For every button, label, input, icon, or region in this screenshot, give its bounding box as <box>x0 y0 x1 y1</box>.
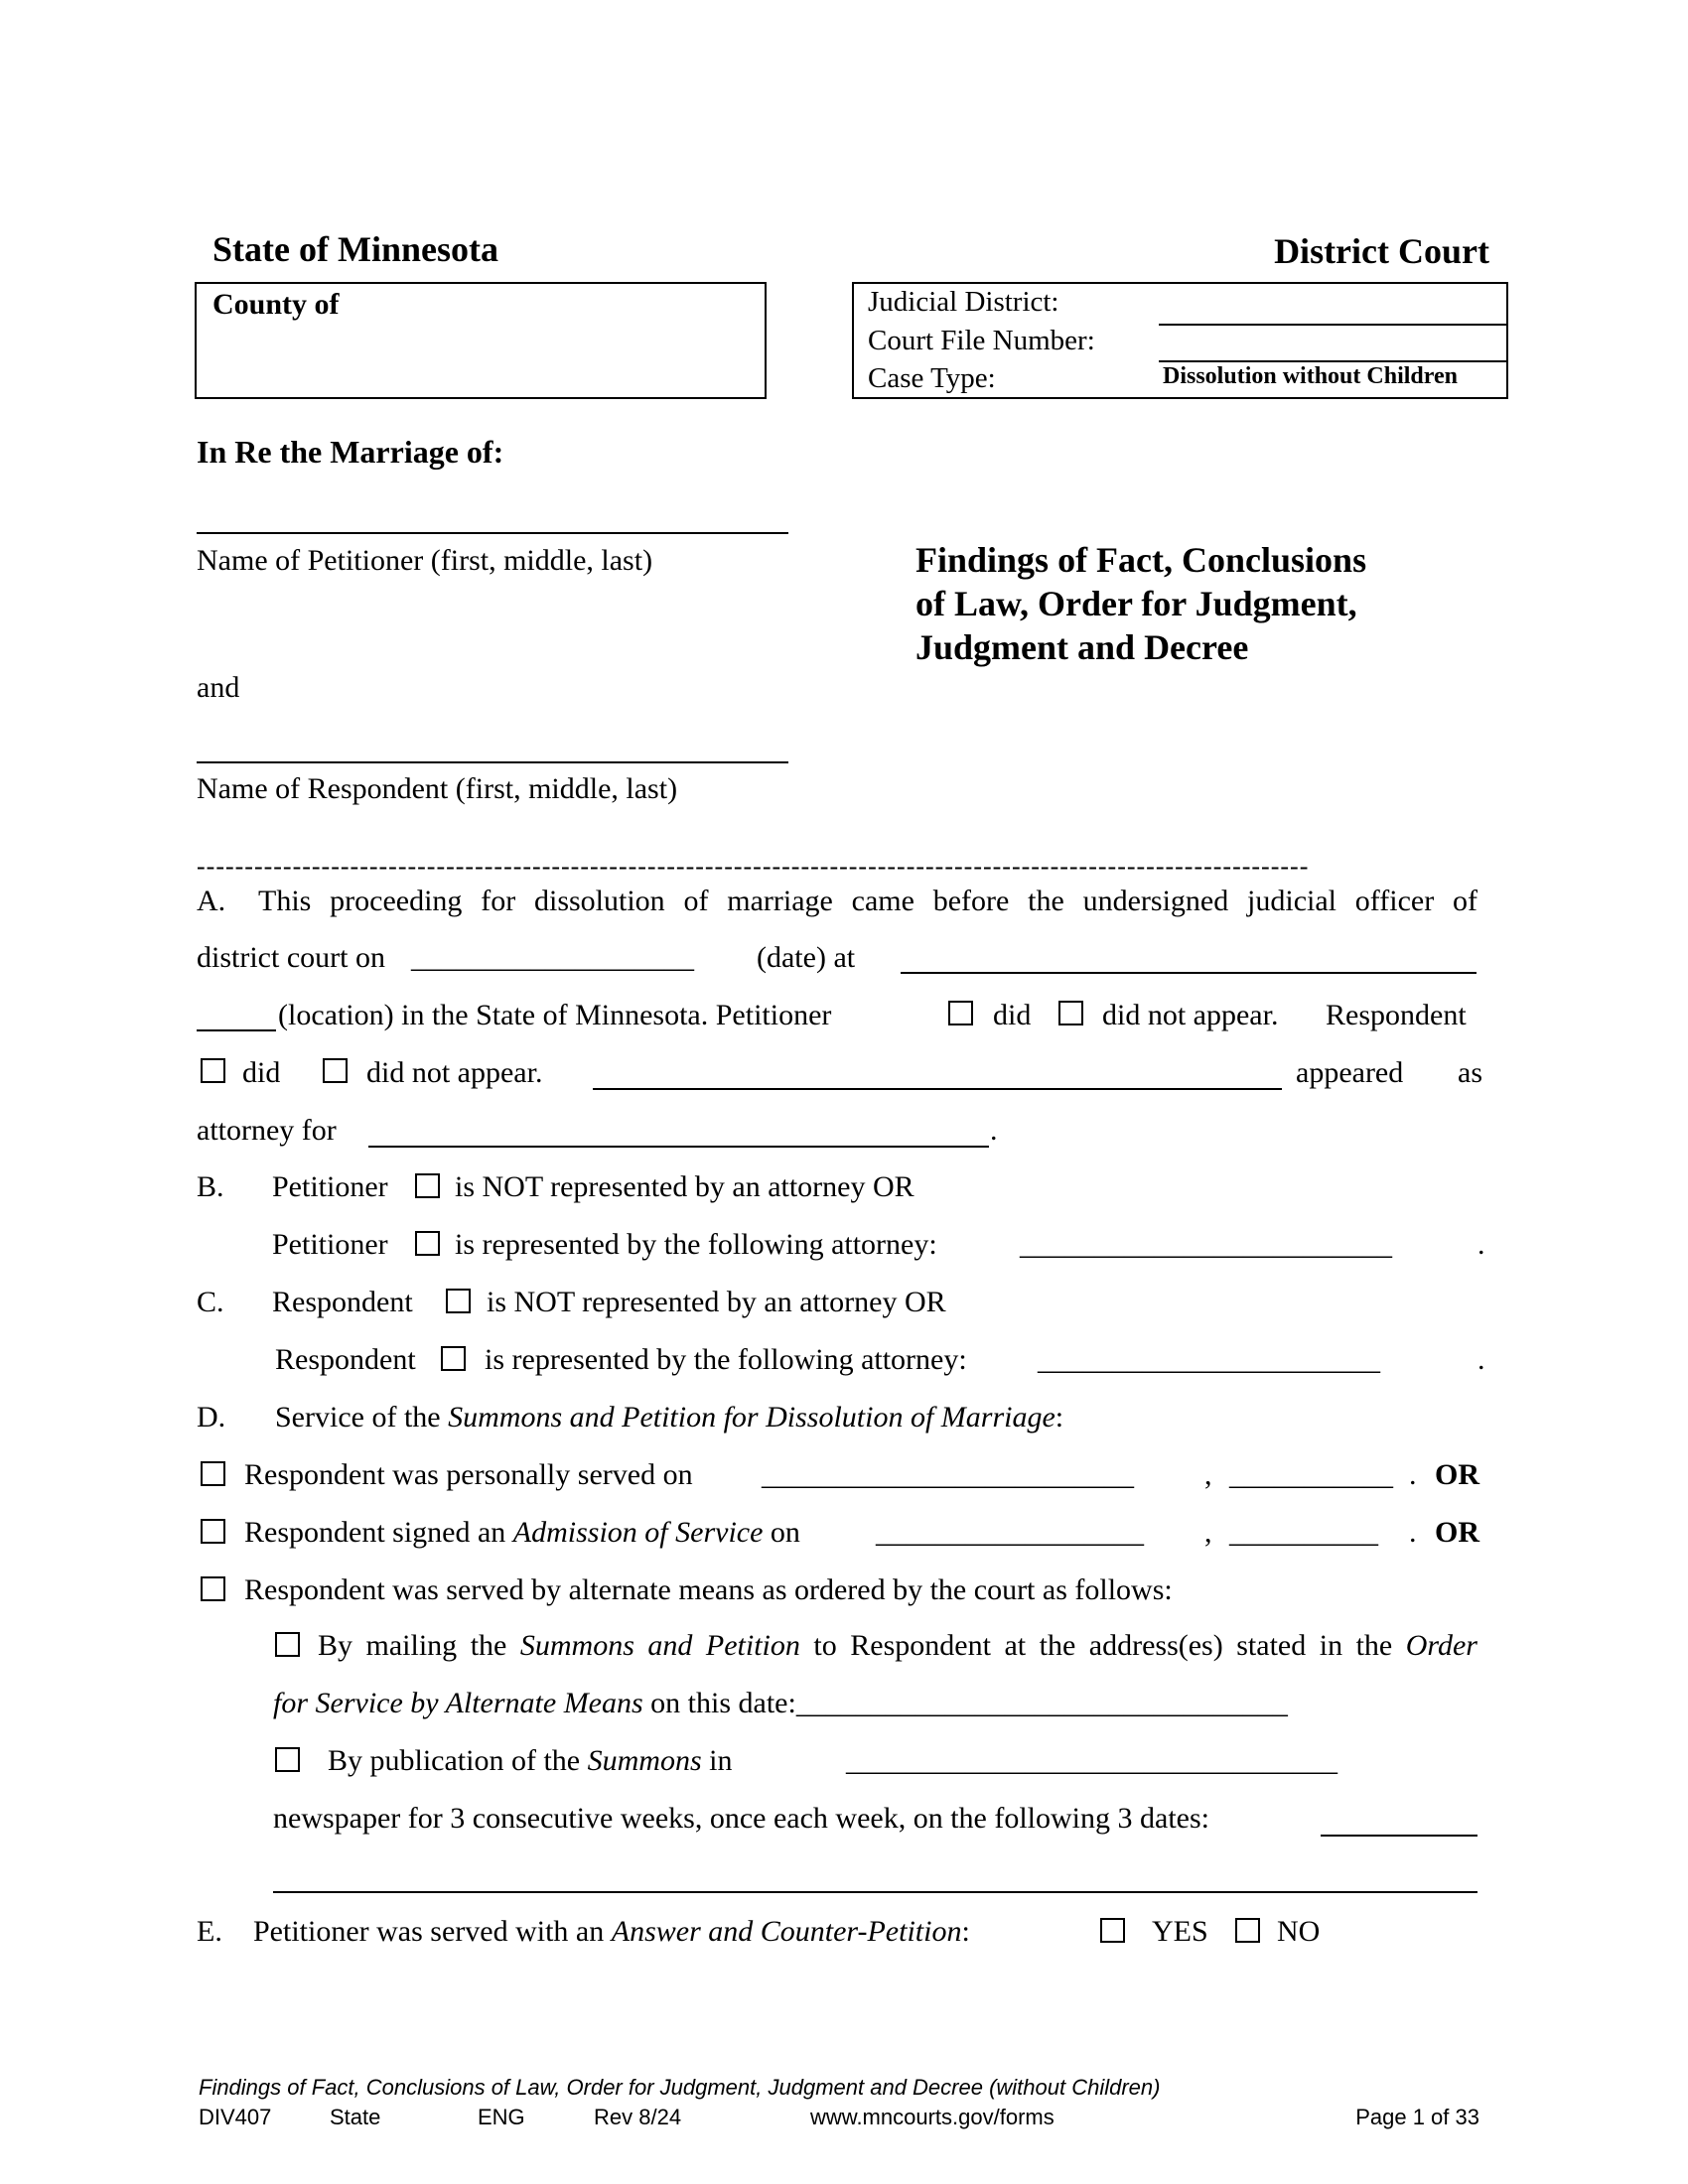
section-a-location-text: (location) in the State of Minnesota. Petitioner <box>278 999 832 1031</box>
footer-form-id: DIV407 <box>199 2105 272 2129</box>
section-e-suffix: : <box>961 1915 970 1948</box>
footer-jurisdiction: State <box>330 2105 381 2129</box>
document-title-line1: Findings of Fact, Conclusions <box>915 540 1367 580</box>
by-mailing-checkbox[interactable] <box>275 1632 300 1657</box>
personally-served-period: . <box>1409 1458 1417 1491</box>
county-box[interactable] <box>195 282 767 399</box>
personally-served-year-field[interactable]: ___________ <box>1229 1458 1393 1491</box>
document-title <box>915 538 1366 669</box>
footer-language: ENG <box>478 2105 525 2129</box>
by-mailing-label <box>318 1628 1477 1664</box>
section-e-letter: E. <box>197 1915 222 1948</box>
respondent-did-label: did <box>242 1056 281 1089</box>
section-b-petitioner-label: Petitioner <box>272 1170 388 1203</box>
petitioner-name-field[interactable] <box>197 532 788 534</box>
petitioner-did-appear-checkbox[interactable] <box>948 1001 973 1025</box>
attorney-for-label: attorney for <box>197 1114 337 1147</box>
case-type-label: Case Type: <box>868 362 996 394</box>
respondent-did-not-appear-label: did not appear. <box>366 1056 543 1089</box>
pub-suffix: in <box>701 1744 733 1777</box>
court-name: District Court <box>1274 231 1489 271</box>
footer-title: Findings of Fact, Conclusions of Law, Order for Judgment, Judgment and Decree (without Children) <box>199 2075 1161 2100</box>
judicial-district-label: Judicial District: <box>868 286 1059 318</box>
newspaper-name-field[interactable]: _________________________________ <box>846 1744 1337 1777</box>
section-a-letter: A. <box>197 885 226 917</box>
petitioner-not-represented-checkbox[interactable] <box>415 1173 440 1198</box>
section-divider: -------------------------------------------------------------------------------------------------------------------- <box>197 852 1310 881</box>
court-file-number-label: Court File Number: <box>868 325 1095 356</box>
answer-yes-checkbox[interactable] <box>1100 1918 1125 1943</box>
section-d-heading-suffix: : <box>1055 1401 1064 1433</box>
respondent-represented-checkbox[interactable] <box>441 1346 466 1371</box>
petitioner-name-label: Name of Petitioner (first, middle, last) <box>197 544 653 577</box>
section-b-letter: B. <box>197 1170 224 1203</box>
state-name: State of Minnesota <box>212 229 498 269</box>
personally-served-date-field[interactable]: _________________________ <box>762 1458 1134 1491</box>
answer-no-checkbox[interactable] <box>1235 1918 1260 1943</box>
respondent-name-label: Name of Respondent (first, middle, last) <box>197 772 678 805</box>
answer-no-label: NO <box>1277 1915 1321 1948</box>
document-title-line2: of Law, Order for Judgment, <box>915 584 1357 623</box>
by-publication-checkbox[interactable] <box>275 1747 300 1772</box>
respondent-attorney-field[interactable]: _______________________ <box>1038 1343 1380 1376</box>
attorney-for-period: . <box>990 1114 998 1147</box>
respondent-not-represented-label: is NOT represented by an attorney OR <box>487 1286 946 1318</box>
respondent-not-represented-checkbox[interactable] <box>446 1289 471 1313</box>
admission-suffix: on <box>763 1516 800 1549</box>
section-d-heading-italic: Summons and Petition for Dissolution of Marriage <box>448 1401 1055 1433</box>
pub-prefix: By publication of the <box>328 1744 588 1777</box>
publication-dates-field-cont[interactable] <box>273 1891 1477 1893</box>
admission-of-service-checkbox[interactable] <box>201 1519 225 1544</box>
petitioner-represented-label: is represented by the following attorney: <box>455 1228 937 1261</box>
mail-italic-2: Order <box>1405 1629 1477 1662</box>
mail-line2-italic: for Service by Alternate Means <box>273 1687 643 1719</box>
by-publication-label <box>328 1743 732 1779</box>
admission-date-field[interactable]: __________________ <box>876 1516 1144 1549</box>
footer-page-number: Page 1 of 33 <box>1355 2105 1479 2129</box>
attorney-for-field[interactable] <box>368 1146 989 1148</box>
hearing-location-field[interactable] <box>901 972 1477 974</box>
and-label: and <box>197 671 240 704</box>
petitioner-represented-checkbox[interactable] <box>415 1231 440 1256</box>
county-label: County of <box>212 288 340 321</box>
in-re-label: In Re the Marriage of: <box>197 434 504 470</box>
publication-dates-field[interactable] <box>1321 1835 1477 1837</box>
respondent-appear-label: Respondent <box>1326 999 1467 1031</box>
section-b-petitioner-label-2: Petitioner <box>272 1228 388 1261</box>
section-c-respondent-label: Respondent <box>272 1286 413 1318</box>
hearing-location-field-cont[interactable] <box>197 1029 276 1031</box>
section-a-line1: This proceeding for dissolution of marriage came before the undersigned judicial officer of <box>258 885 1477 917</box>
petitioner-did-not-appear-checkbox[interactable] <box>1058 1001 1083 1025</box>
newspaper-dates-label: newspaper for 3 consecutive weeks, once each week, on the following 3 dates: <box>273 1802 1209 1835</box>
petitioner-attorney-period: . <box>1477 1228 1485 1261</box>
petitioner-did-label: did <box>993 999 1032 1031</box>
mail-prefix: By mailing the <box>318 1629 520 1662</box>
admission-of-service-label <box>244 1515 800 1551</box>
appeared-label: appeared <box>1296 1056 1404 1089</box>
section-c-letter: C. <box>197 1286 224 1318</box>
respondent-attorney-period: . <box>1477 1343 1485 1376</box>
petitioner-attorney-field[interactable]: _________________________ <box>1020 1228 1392 1261</box>
section-e-prefix: Petitioner was served with an <box>253 1915 612 1948</box>
admission-year-field[interactable]: __________ <box>1229 1516 1378 1549</box>
mailing-date-field[interactable]: _________________________________ <box>795 1687 1288 1719</box>
as-label: as <box>1458 1056 1482 1089</box>
court-file-number-field[interactable] <box>1159 360 1508 362</box>
footer-revision: Rev 8/24 <box>594 2105 682 2129</box>
alternate-means-label: Respondent was served by alternate means as ordered by the court as follows: <box>244 1573 1173 1606</box>
admission-italic: Admission of Service <box>512 1516 764 1549</box>
hearing-date-field[interactable]: ___________________ <box>411 941 694 974</box>
respondent-represented-label: is represented by the following attorney: <box>485 1343 967 1376</box>
document-title-line3: Judgment and Decree <box>915 627 1249 667</box>
section-a-date-at: (date) at <box>757 941 856 974</box>
section-a-district-court-on: district court on <box>197 941 385 974</box>
mail-mid: to Respondent at the address(es) stated in the <box>799 1629 1406 1662</box>
admission-period: . <box>1409 1516 1417 1549</box>
section-d-letter: D. <box>197 1401 226 1433</box>
respondent-name-field[interactable] <box>197 761 788 763</box>
admission-or: OR <box>1435 1516 1479 1549</box>
petitioner-did-not-appear-label: did not appear. <box>1102 999 1279 1031</box>
appearing-attorney-field[interactable] <box>593 1088 1282 1090</box>
judicial-district-field[interactable] <box>1159 324 1508 326</box>
section-d-heading <box>275 1400 1063 1435</box>
section-e-italic: Answer and Counter-Petition <box>611 1915 962 1948</box>
section-d-heading-prefix: Service of the <box>275 1401 449 1433</box>
case-info-box <box>852 282 1508 399</box>
personally-served-or: OR <box>1435 1458 1479 1491</box>
footer-url[interactable]: www.mncourts.gov/forms <box>810 2105 1055 2129</box>
case-type-value: Dissolution without Children <box>1163 363 1458 389</box>
section-c-respondent-label-2: Respondent <box>275 1343 416 1376</box>
answer-yes-label: YES <box>1152 1915 1208 1948</box>
by-mailing-line2 <box>273 1686 1288 1721</box>
respondent-did-not-appear-checkbox[interactable] <box>323 1058 348 1083</box>
section-e-text <box>253 1914 970 1950</box>
personally-served-comma: , <box>1204 1458 1212 1491</box>
mail-italic-1: Summons and Petition <box>519 1629 800 1662</box>
mail-line2-suffix: on this date: <box>642 1687 796 1719</box>
alternate-means-checkbox[interactable] <box>201 1576 225 1601</box>
admission-comma: , <box>1204 1516 1212 1549</box>
respondent-did-appear-checkbox[interactable] <box>201 1058 225 1083</box>
petitioner-not-represented-label: is NOT represented by an attorney OR <box>455 1170 914 1203</box>
pub-italic: Summons <box>587 1744 702 1777</box>
admission-prefix: Respondent signed an <box>244 1516 513 1549</box>
personally-served-label: Respondent was personally served on <box>244 1458 693 1491</box>
personally-served-checkbox[interactable] <box>201 1461 225 1486</box>
